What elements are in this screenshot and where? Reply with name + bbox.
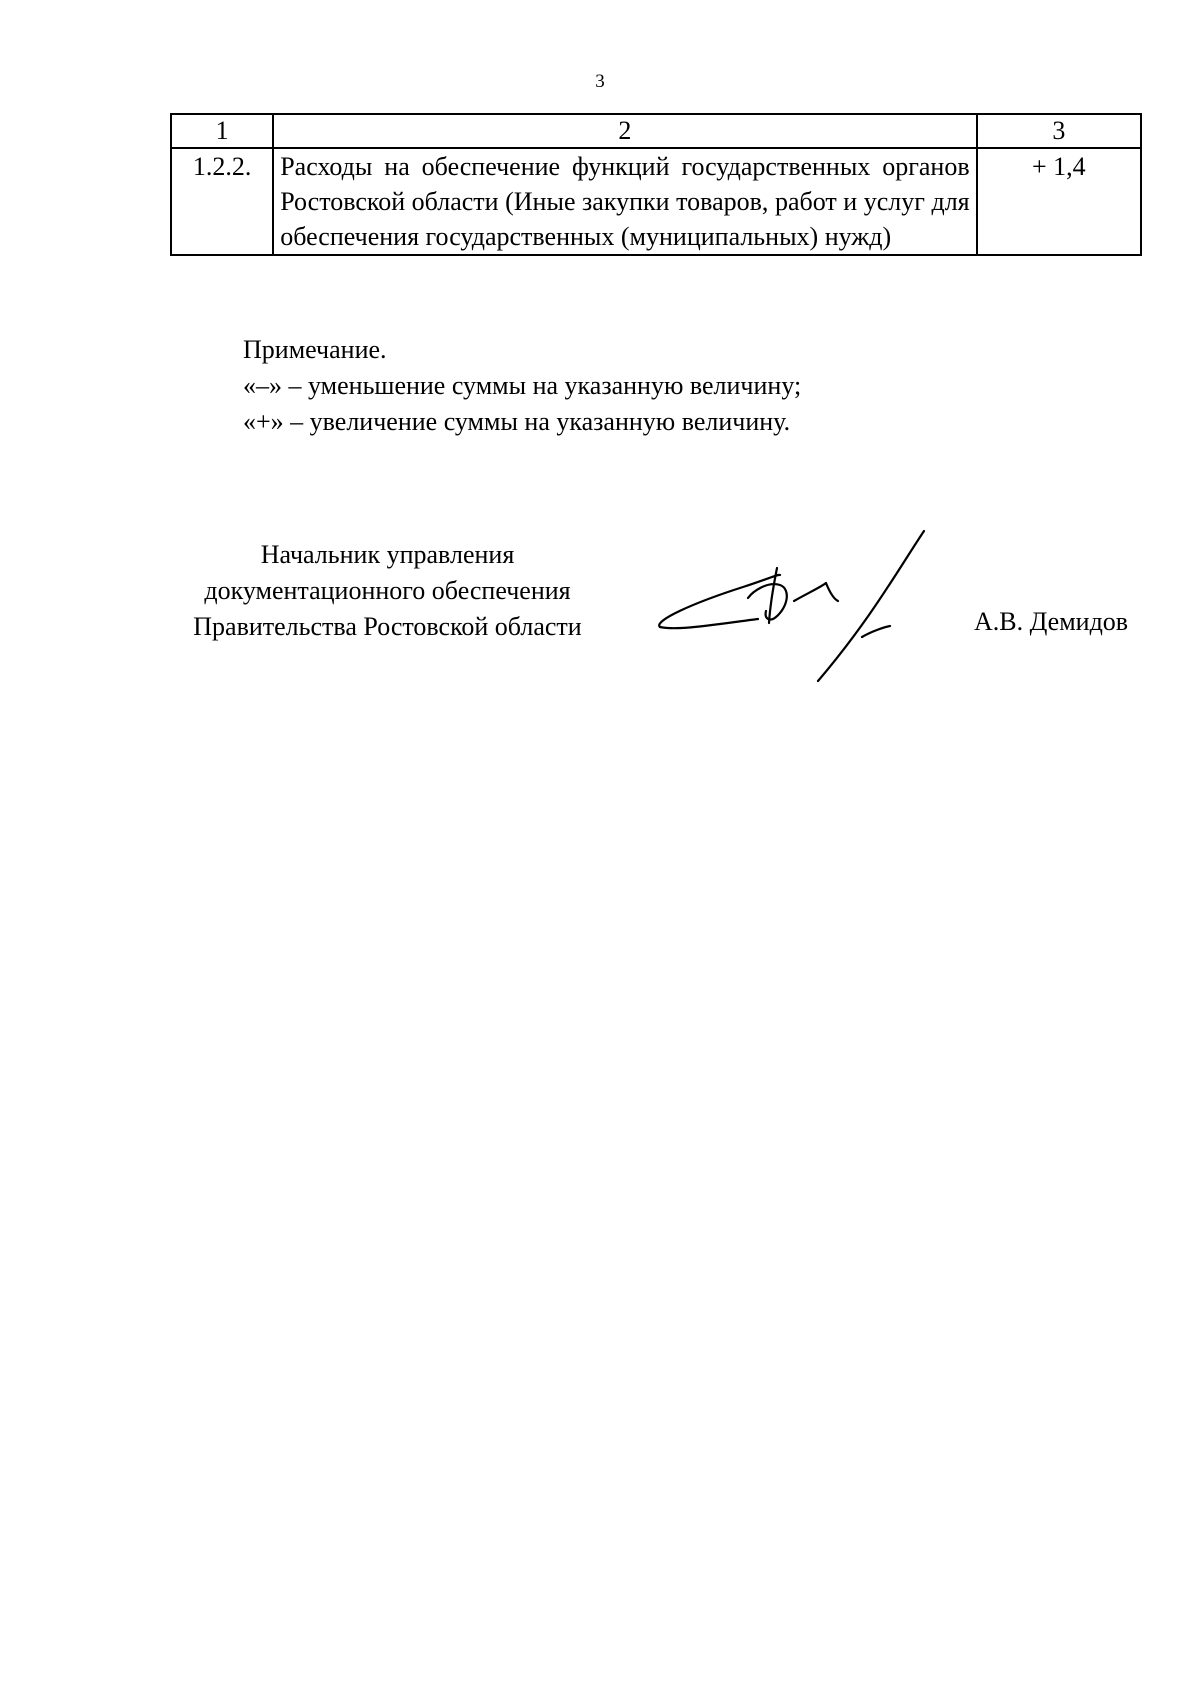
budget-changes-table <box>170 113 1142 256</box>
table-row <box>171 148 1141 255</box>
page-number: 3 <box>595 71 605 92</box>
note-plus-line: «+» – увеличение суммы на указанную величину. <box>243 407 791 436</box>
handwritten-signature <box>648 525 933 685</box>
row-description: Расходы на обеспечение функций государственных органов Ростовской области (Иные закупки товаров, работ и услуг для обеспечения государственных (муниципальных) нужд) <box>273 148 976 255</box>
table-header-row <box>171 114 1141 148</box>
note-minus-line: «–» – уменьшение суммы на указанную величину; <box>243 371 802 400</box>
row-amount: + 1,4 <box>977 148 1141 255</box>
column-header-3: 3 <box>977 114 1141 148</box>
note-title: Примечание. <box>243 335 387 364</box>
signer-position-line-2: документационного обеспечения <box>204 576 571 605</box>
signer-position <box>170 537 605 645</box>
column-header-2: 2 <box>273 114 976 148</box>
signer-position-line-1: Начальник управления <box>260 540 515 569</box>
signer-position-line-3: Правительства Ростовской области <box>193 612 582 641</box>
note-block <box>243 332 801 440</box>
column-header-1: 1 <box>171 114 273 148</box>
row-code: 1.2.2. <box>171 148 273 255</box>
signer-name: А.В. Демидов <box>974 607 1129 636</box>
